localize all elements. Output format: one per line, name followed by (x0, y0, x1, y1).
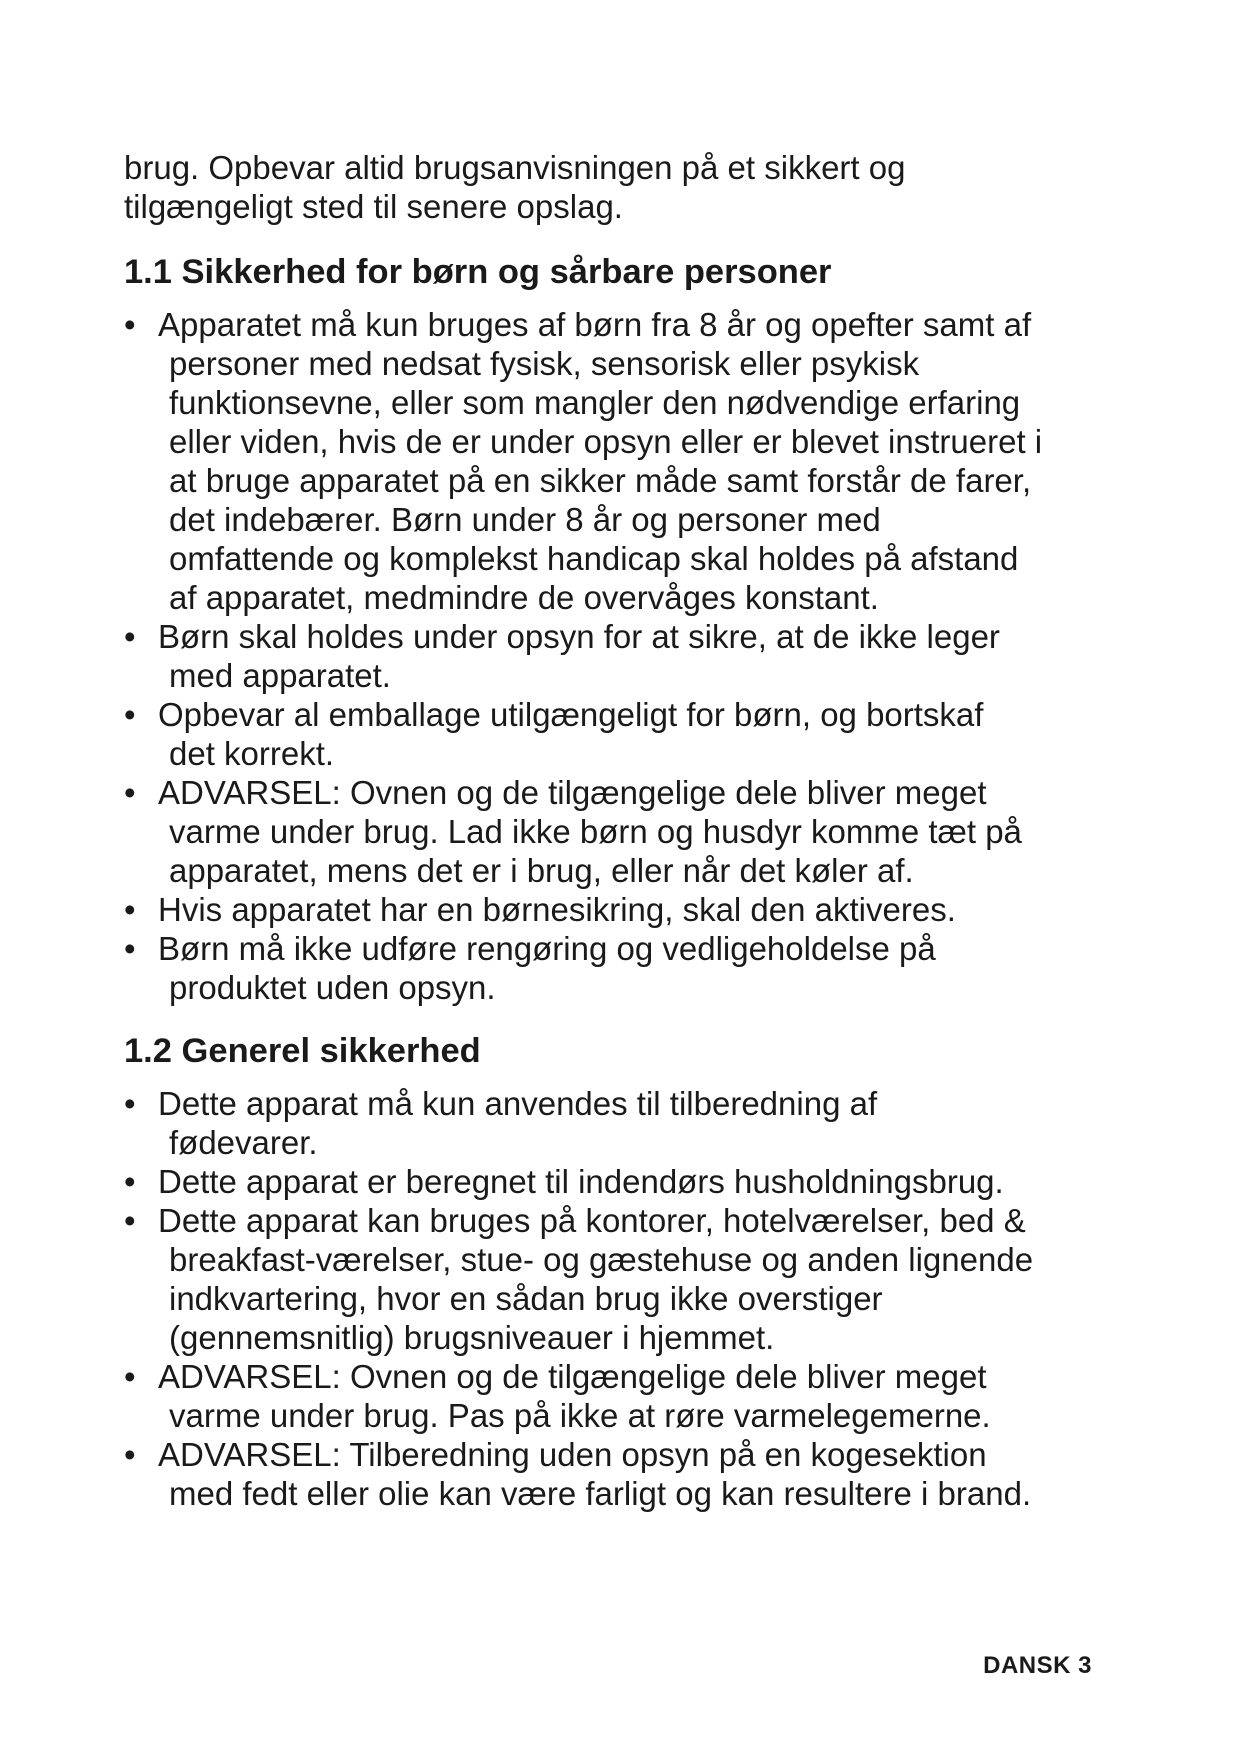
item-line: Børn skal holdes under opsyn for at sikre, at de ikke leger (158, 618, 1000, 655)
item-line: det korrekt. (169, 735, 335, 772)
bullet-icon: • (124, 1085, 136, 1122)
item-line: produktet uden opsyn. (169, 969, 496, 1006)
item-line: fødevarer. (169, 1124, 318, 1161)
item-line: med fedt eller olie kan være farligt og kan resultere i brand. (169, 1475, 1032, 1512)
item-line: Hvis apparatet har en børnesikring, skal den aktiveres. (158, 891, 956, 928)
bullet-icon: • (124, 1163, 136, 1200)
item-line: Dette apparat må kun anvendes til tilberedning af (158, 1085, 878, 1122)
item-line: det indebærer. Børn under 8 år og personer med (169, 501, 881, 538)
section-2-list (124, 1084, 1134, 1513)
item-line: breakfast-værelser, stue- og gæstehuse og anden lignende (169, 1241, 1034, 1278)
list-item (124, 1201, 1134, 1357)
item-line: funktionsevne, eller som mangler den nødvendige erfaring (169, 384, 1021, 421)
bullet-icon: • (124, 306, 136, 343)
section-heading-general-safety: 1.2 Generel sikkerhed (124, 1032, 481, 1070)
item-line: Børn må ikke udføre rengøring og vedligeholdelse på (158, 930, 936, 967)
list-item (124, 773, 1134, 890)
item-line: Dette apparat er beregnet til indendørs husholdningsbrug. (158, 1163, 1004, 1200)
item-line: Apparatet må kun bruges af børn fra 8 år og opefter samt af (158, 306, 1032, 343)
item-line: varme under brug. Pas på ikke at røre varmelegemerne. (169, 1397, 991, 1434)
item-line: Opbevar al emballage utilgængeligt for børn, og bortskaf (158, 696, 984, 733)
list-item (124, 1357, 1134, 1435)
item-line: ADVARSEL: Ovnen og de tilgængelige dele bliver meget (158, 1358, 987, 1395)
list-item (124, 305, 1134, 617)
bullet-icon: • (124, 930, 136, 967)
intro-line: tilgængeligt sted til senere opslag. (124, 188, 623, 225)
item-line: (gennemsnitlig) brugsniveauer i hjemmet. (169, 1319, 775, 1356)
list-item (124, 929, 1134, 1007)
list-item (124, 1435, 1134, 1513)
bullet-icon: • (124, 1202, 136, 1239)
list-item (124, 617, 1134, 695)
item-line: omfattende og komplekst handicap skal holdes på afstand (169, 540, 1019, 577)
list-item (124, 695, 1134, 773)
bullet-icon: • (124, 696, 136, 733)
bullet-icon: • (124, 618, 136, 655)
bullet-icon: • (124, 1358, 136, 1395)
item-line: at bruge apparatet på en sikker måde samt forstår de farer, (169, 462, 1032, 499)
item-line: Dette apparat kan bruges på kontorer, hotelværelser, bed & (158, 1202, 1026, 1239)
bullet-icon: • (124, 774, 136, 811)
list-item (124, 1084, 1134, 1162)
section-1-list (124, 305, 1134, 1007)
intro-line: brug. Opbevar altid brugsanvisningen på et sikkert og (124, 149, 906, 186)
item-line: med apparatet. (169, 657, 391, 694)
bullet-icon: • (124, 1436, 136, 1473)
page-content (124, 148, 1134, 1513)
list-item (124, 890, 1134, 929)
item-line: personer med nedsat fysisk, sensorisk eller psykisk (169, 345, 920, 382)
item-line: ADVARSEL: Ovnen og de tilgængelige dele bliver meget (158, 774, 987, 811)
intro-paragraph (124, 148, 1134, 226)
page-number-footer: DANSK 3 (983, 1652, 1092, 1679)
item-line: varme under brug. Lad ikke børn og husdyr komme tæt på (169, 813, 1022, 850)
bullet-icon: • (124, 891, 136, 928)
item-line: indkvartering, hvor en sådan brug ikke overstiger (169, 1280, 883, 1317)
section-heading-children-safety: 1.1 Sikkerhed for børn og sårbare personer (124, 253, 832, 291)
item-line: apparatet, mens det er i brug, eller når det køler af. (169, 852, 914, 889)
item-line: ADVARSEL: Tilberedning uden opsyn på en kogesektion (158, 1436, 987, 1473)
item-line: af apparatet, medmindre de overvåges konstant. (169, 579, 879, 616)
item-line: eller viden, hvis de er under opsyn eller er blevet instrueret i (169, 423, 1043, 460)
list-item (124, 1162, 1134, 1201)
